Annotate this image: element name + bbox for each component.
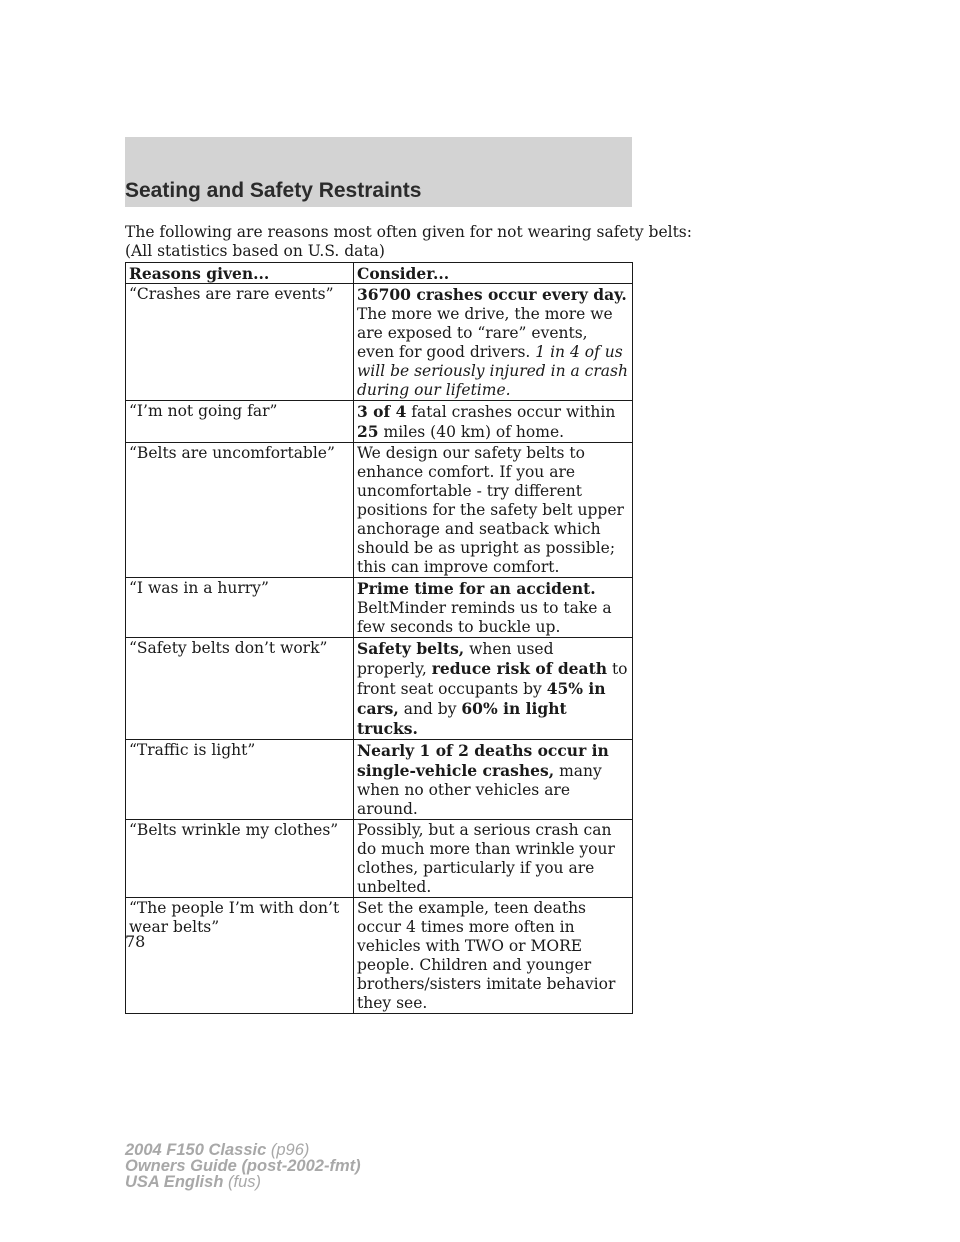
- column-header-reasons: Reasons given...: [126, 263, 354, 284]
- column-header-consider: Consider...: [354, 263, 633, 284]
- reason-cell: “Safety belts don’t work”: [126, 638, 354, 740]
- footer-line-guide: Owners Guide (post-2002-fmt): [125, 1157, 361, 1175]
- consider-text: BeltMinder reminds us to take a few seconds to buckle up.: [357, 599, 612, 636]
- table-row: [126, 820, 633, 898]
- table-row: [126, 443, 633, 578]
- consider-text: 25: [357, 422, 379, 441]
- intro-line: The following are reasons most often given for not wearing safety belts:: [125, 223, 692, 241]
- consider-text: Nearly 1 of 2 deaths occur in single-vehicle crashes,: [357, 741, 609, 780]
- consider-cell: [354, 740, 633, 820]
- consider-text: 36700 crashes occur every day.: [357, 285, 627, 304]
- intro-paragraph: [125, 223, 692, 261]
- consider-text: 3 of 4: [357, 402, 407, 421]
- consider-text: fatal crashes occur within: [406, 403, 616, 421]
- consider-text: Set the example, teen deaths occur 4 times more often in vehicles with TWO or MORE people. Children and younger brothers/sisters imitate behavior they see.: [357, 899, 616, 1012]
- table-row: [126, 898, 633, 1014]
- footer-line-model: 2004 F150 Classic (p96): [125, 1141, 310, 1159]
- reason-cell: “I’m not going far”: [126, 401, 354, 443]
- consider-cell: [354, 898, 633, 1014]
- consider-text: The more we drive, the more we are exposed to “rare” events, even for good drivers.: [357, 305, 613, 361]
- reason-cell: “Crashes are rare events”: [126, 284, 354, 401]
- table-row: [126, 638, 633, 740]
- consider-text: miles (40 km) of home.: [378, 423, 565, 441]
- consider-text: 60% in light trucks.: [357, 699, 567, 738]
- document-footer: [125, 1142, 361, 1190]
- reasons-table: [125, 262, 633, 1014]
- footer-line-language: USA English (fus): [125, 1173, 261, 1191]
- section-title: Seating and Safety Restraints: [125, 179, 422, 202]
- intro-line: (All statistics based on U.S. data): [125, 242, 385, 260]
- consider-text: Safety belts,: [357, 639, 465, 658]
- consider-text: 45% in cars,: [357, 679, 606, 718]
- table-body: [126, 284, 633, 1014]
- consider-text: to front seat occupants by: [357, 660, 628, 698]
- consider-text: Prime time for an accident.: [357, 579, 596, 598]
- table-header-row: [126, 263, 633, 284]
- consider-cell: [354, 638, 633, 740]
- table-row: [126, 578, 633, 638]
- consider-text: reduce risk of death: [431, 659, 608, 678]
- consider-text: Possibly, but a serious crash can do much more than wrinkle your clothes, particularly if you are unbelted.: [357, 821, 615, 896]
- reason-cell: “Belts wrinkle my clothes”: [126, 820, 354, 898]
- consider-cell: [354, 401, 633, 443]
- table-row: [126, 401, 633, 443]
- consider-cell: [354, 820, 633, 898]
- consider-text: many when no other vehicles are around.: [357, 762, 602, 818]
- table-row: [126, 284, 633, 401]
- consider-text: 1 in 4 of us will be seriously injured in a crash during our lifetime.: [357, 343, 628, 399]
- reason-cell: “I was in a hurry”: [126, 578, 354, 638]
- reason-cell: “Belts are uncomfortable”: [126, 443, 354, 578]
- consider-text: We design our safety belts to enhance comfort. If you are uncomfortable - try different positions for the safety belt upper anchorage and seatback which should be as upright as possible; this can improve comfort.: [357, 444, 624, 576]
- page-number: 78: [125, 932, 146, 951]
- consider-text: when used properly,: [357, 640, 554, 678]
- reason-cell: “The people I’m with don’t wear belts”: [126, 898, 354, 1014]
- consider-cell: [354, 284, 633, 401]
- consider-cell: [354, 443, 633, 578]
- reason-cell: “Traffic is light”: [126, 740, 354, 820]
- consider-cell: [354, 578, 633, 638]
- table-row: [126, 740, 633, 820]
- consider-text: and by: [398, 700, 462, 718]
